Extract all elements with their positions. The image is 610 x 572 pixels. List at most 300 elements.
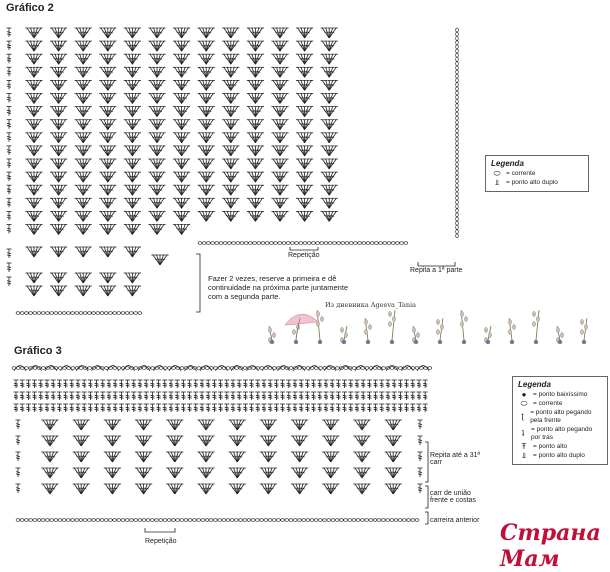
shell-stitch — [151, 255, 168, 265]
umbrella-icon — [285, 314, 318, 325]
post-stitch — [255, 392, 260, 400]
shell-stitch — [222, 94, 239, 104]
post-stitch — [94, 392, 99, 400]
post-stitch — [107, 380, 112, 388]
shell-stitch — [124, 211, 141, 221]
post-stitch — [361, 404, 366, 412]
willow-bud — [392, 316, 395, 321]
shell-stitch — [321, 133, 338, 143]
willow-bud — [556, 327, 559, 332]
post-stitch — [162, 404, 167, 412]
post-stitch — [286, 392, 291, 400]
shell-stitch — [271, 185, 288, 195]
legend-text: = ponto alto — [533, 443, 567, 451]
shell-stitch — [166, 468, 183, 478]
shell-stitch — [322, 484, 339, 494]
shell-stitch — [25, 225, 42, 235]
edge-stitch — [16, 436, 21, 445]
shell-stitch — [296, 198, 313, 208]
post-stitch — [113, 380, 118, 388]
shell-stitch — [148, 133, 165, 143]
post-stitch — [88, 392, 93, 400]
shell-stitch — [229, 484, 246, 494]
legend-item — [518, 443, 602, 451]
shell-stitch — [124, 273, 141, 283]
shell-stitch — [50, 198, 67, 208]
post-stitch — [336, 404, 341, 412]
legend-text: = ponto alto pegando por trás — [531, 426, 602, 442]
post-stitch — [324, 392, 329, 400]
shell-stitch — [75, 172, 92, 182]
shell-stitch — [291, 484, 308, 494]
arch-stitch — [76, 366, 88, 372]
shell-stitch — [353, 436, 370, 446]
shell-stitch — [291, 436, 308, 446]
willow-bud — [512, 324, 515, 329]
arch-stitch — [247, 366, 259, 372]
shell-stitch — [271, 120, 288, 130]
post-stitch — [280, 380, 285, 388]
post-stitch — [76, 392, 81, 400]
post-stitch — [417, 392, 422, 400]
slip-stitch-icon: ● — [518, 391, 530, 399]
post-stitch — [249, 392, 254, 400]
post-stitch — [119, 404, 124, 412]
berry — [294, 340, 298, 344]
shell-stitch — [198, 172, 215, 182]
post-stitch — [342, 392, 347, 400]
berry — [534, 340, 538, 344]
post-stitch — [423, 380, 428, 388]
shell-stitch — [271, 94, 288, 104]
willow-bud — [460, 321, 463, 326]
double-crochet-icon: Ŧ — [518, 443, 530, 451]
post-stitch — [293, 380, 298, 388]
shell-stitch — [247, 120, 264, 130]
shell-stitch — [25, 198, 42, 208]
post-stitch — [305, 404, 310, 412]
post-stitch — [379, 392, 384, 400]
post-stitch — [63, 404, 68, 412]
arch-stitch — [185, 366, 197, 372]
shell-stitch — [247, 54, 264, 64]
shell-stitch — [25, 80, 42, 90]
shell-stitch — [50, 28, 67, 38]
chain-row — [16, 312, 142, 315]
post-stitch — [88, 404, 93, 412]
shell-stitch — [99, 54, 116, 64]
shell-stitch — [75, 54, 92, 64]
post-stitch — [255, 380, 260, 388]
edge-stitch — [7, 263, 12, 272]
post-stitch — [373, 404, 378, 412]
post-stitch — [317, 404, 322, 412]
post-stitch — [212, 380, 217, 388]
back-post-dc-icon: ʇ — [518, 430, 528, 438]
shell-stitch — [296, 67, 313, 77]
repeat-bracket — [425, 442, 428, 482]
shell-stitch — [322, 420, 339, 430]
post-stitch — [20, 404, 25, 412]
shell-stitch — [148, 159, 165, 169]
post-stitch — [274, 404, 279, 412]
shell-stitch — [75, 286, 92, 296]
post-stitch — [76, 380, 81, 388]
shell-stitch — [353, 420, 370, 430]
post-stitch — [51, 392, 56, 400]
willow-bud — [532, 321, 535, 326]
berry — [414, 340, 418, 344]
previous-bracket — [425, 512, 428, 524]
post-stitch — [51, 404, 56, 412]
post-stitch — [187, 404, 192, 412]
post-stitch — [268, 404, 273, 412]
post-stitch — [32, 404, 37, 412]
shell-stitch — [385, 420, 402, 430]
post-stitch — [224, 392, 229, 400]
willow-bud — [320, 316, 323, 321]
chart3-side-note-repeat: Repita até a 31ª carr — [430, 452, 485, 466]
legend-item — [518, 391, 602, 399]
arch-stitch — [138, 366, 150, 372]
shell-stitch — [104, 468, 121, 478]
shell-stitch — [124, 107, 141, 117]
shell-stitch — [222, 107, 239, 117]
shell-stitch — [99, 67, 116, 77]
treble-crochet-icon: ⫫ — [518, 452, 530, 460]
post-stitch — [299, 380, 304, 388]
shell-stitch — [353, 452, 370, 462]
shell-stitch — [148, 172, 165, 182]
shell-stitch — [148, 107, 165, 117]
post-stitch — [417, 404, 422, 412]
shell-stitch — [385, 484, 402, 494]
berry — [558, 340, 562, 344]
post-stitch — [249, 404, 254, 412]
legend-text: = ponto baixíssimo — [533, 391, 587, 399]
post-stitch — [218, 392, 223, 400]
post-stitch — [342, 404, 347, 412]
legend-item — [491, 170, 583, 178]
shell-stitch — [198, 198, 215, 208]
post-stitch — [45, 404, 50, 412]
shell-stitch — [271, 133, 288, 143]
post-stitch — [138, 380, 143, 388]
shell-stitch — [197, 420, 214, 430]
post-stitch — [305, 380, 310, 388]
edge-stitch — [7, 146, 12, 155]
post-stitch — [119, 380, 124, 388]
post-stitch — [181, 404, 186, 412]
berry — [486, 340, 490, 344]
shell-stitch — [41, 452, 58, 462]
shell-stitch — [247, 159, 264, 169]
arch-stitch — [293, 366, 305, 372]
shell-stitch — [135, 468, 152, 478]
post-stitch — [200, 380, 205, 388]
post-stitch — [274, 392, 279, 400]
shell-stitch — [271, 28, 288, 38]
shell-stitch — [41, 436, 58, 446]
post-stitch — [138, 404, 143, 412]
shell-stitch — [50, 185, 67, 195]
post-stitch — [131, 380, 136, 388]
post-stitch — [286, 380, 291, 388]
shell-stitch — [197, 452, 214, 462]
post-stitch — [45, 392, 50, 400]
shell-stitch — [104, 420, 121, 430]
shell-stitch — [99, 133, 116, 143]
chart3-legend — [512, 376, 608, 465]
shell-stitch — [75, 41, 92, 51]
post-stitch — [14, 392, 19, 400]
post-stitch — [280, 392, 285, 400]
shell-stitch — [73, 484, 90, 494]
post-stitch — [175, 380, 180, 388]
shell-stitch — [296, 172, 313, 182]
shell-stitch — [321, 211, 338, 221]
shell-stitch — [173, 172, 190, 182]
post-stitch — [330, 380, 335, 388]
shell-stitch — [321, 146, 338, 156]
shell-stitch — [321, 67, 338, 77]
post-stitch — [125, 380, 130, 388]
post-stitch — [69, 404, 74, 412]
willow-bud — [560, 332, 563, 337]
shell-stitch — [247, 94, 264, 104]
shell-stitch — [50, 211, 67, 221]
shell-stitch — [198, 120, 215, 130]
post-stitch — [193, 380, 198, 388]
shell-stitch — [124, 94, 141, 104]
shell-stitch — [124, 67, 141, 77]
shell-stitch — [229, 452, 246, 462]
shell-stitch — [321, 120, 338, 130]
post-stitch — [131, 404, 136, 412]
shell-stitch — [260, 452, 277, 462]
shell-stitch — [291, 452, 308, 462]
post-stitch — [305, 392, 310, 400]
arch-stitch — [386, 366, 398, 372]
post-stitch — [317, 392, 322, 400]
shell-stitch — [75, 94, 92, 104]
shell-stitch — [50, 67, 67, 77]
shell-stitch — [124, 159, 141, 169]
post-stitch — [181, 380, 186, 388]
shell-stitch — [222, 120, 239, 130]
shell-stitch — [271, 80, 288, 90]
shell-stitch — [247, 67, 264, 77]
post-stitch — [386, 392, 391, 400]
willow-bud — [508, 329, 511, 334]
shell-stitch — [271, 159, 288, 169]
shell-stitch — [166, 484, 183, 494]
shell-stitch — [173, 120, 190, 130]
post-stitch — [367, 392, 372, 400]
post-stitch — [38, 404, 43, 412]
shell-stitch — [50, 54, 67, 64]
edge-stitch — [16, 484, 21, 493]
post-stitch — [274, 380, 279, 388]
willow-bud — [584, 324, 587, 329]
post-stitch — [26, 392, 31, 400]
arch-stitch — [402, 366, 414, 372]
post-stitch — [361, 380, 366, 388]
shell-stitch — [50, 225, 67, 235]
post-stitch — [156, 392, 161, 400]
legend-item — [518, 409, 602, 425]
shell-stitch — [322, 436, 339, 446]
shell-stitch — [296, 159, 313, 169]
post-stitch — [57, 404, 62, 412]
shell-stitch — [198, 211, 215, 221]
post-stitch — [175, 404, 180, 412]
arch-stitch — [371, 366, 383, 372]
shell-stitch — [25, 28, 42, 38]
shell-stitch — [197, 468, 214, 478]
edge-stitch — [7, 198, 12, 207]
willow-bud — [484, 327, 487, 332]
shell-stitch — [198, 28, 215, 38]
post-stitch — [45, 380, 50, 388]
post-stitch — [82, 392, 87, 400]
shell-stitch — [99, 185, 116, 195]
post-stitch — [63, 392, 68, 400]
post-stitch — [175, 392, 180, 400]
arch-stitch — [154, 366, 166, 372]
post-stitch — [379, 380, 384, 388]
arch-stitch — [30, 366, 42, 372]
shell-stitch — [173, 198, 190, 208]
chain-symbol-icon: ⬭ — [491, 170, 503, 178]
shell-stitch — [124, 247, 141, 257]
post-stitch — [57, 380, 62, 388]
shell-stitch — [50, 94, 67, 104]
shell-stitch — [75, 67, 92, 77]
shell-stitch — [148, 80, 165, 90]
shell-stitch — [271, 198, 288, 208]
shell-stitch — [99, 28, 116, 38]
arch-stitch — [45, 366, 57, 372]
post-stitch — [262, 404, 267, 412]
shell-stitch — [41, 484, 58, 494]
post-stitch — [243, 380, 248, 388]
post-stitch — [14, 404, 19, 412]
post-stitch — [193, 392, 198, 400]
post-stitch — [423, 392, 428, 400]
shell-stitch — [222, 41, 239, 51]
chart3-side-note-previous: carreira anterior — [430, 517, 479, 524]
shell-stitch — [321, 159, 338, 169]
shell-stitch — [99, 41, 116, 51]
post-stitch — [392, 404, 397, 412]
shell-stitch — [198, 67, 215, 77]
berry — [582, 340, 586, 344]
post-stitch — [324, 404, 329, 412]
post-stitch — [94, 380, 99, 388]
shell-stitch — [104, 436, 121, 446]
shell-stitch — [247, 211, 264, 221]
shell-stitch — [104, 452, 121, 462]
post-stitch — [107, 392, 112, 400]
post-stitch — [386, 380, 391, 388]
chart3-side-note-join: carr de união frente e costas — [430, 490, 490, 504]
shell-stitch — [25, 273, 42, 283]
shell-stitch — [321, 41, 338, 51]
shell-stitch — [99, 286, 116, 296]
chain-row — [12, 367, 432, 370]
post-stitch — [249, 380, 254, 388]
shell-stitch — [321, 198, 338, 208]
post-stitch — [410, 404, 415, 412]
post-stitch — [193, 404, 198, 412]
shell-stitch — [50, 41, 67, 51]
shell-stitch — [148, 94, 165, 104]
shell-stitch — [260, 436, 277, 446]
post-stitch — [125, 392, 130, 400]
shell-stitch — [173, 185, 190, 195]
edge-stitch — [7, 67, 12, 76]
post-stitch — [417, 380, 422, 388]
chart3-title: Gráfico 3 — [14, 345, 62, 357]
arch-stitch — [231, 366, 243, 372]
post-stitch — [107, 404, 112, 412]
shell-stitch — [166, 452, 183, 462]
shell-stitch — [99, 247, 116, 257]
shell-stitch — [50, 107, 67, 117]
shell-stitch — [75, 107, 92, 117]
post-stitch — [218, 380, 223, 388]
post-stitch — [100, 380, 105, 388]
shell-stitch — [291, 468, 308, 478]
post-stitch — [20, 392, 25, 400]
shell-stitch — [322, 468, 339, 478]
shell-stitch — [271, 107, 288, 117]
post-stitch — [286, 404, 291, 412]
shell-stitch — [75, 225, 92, 235]
repeat-bracket — [145, 528, 175, 532]
post-stitch — [150, 404, 155, 412]
shell-stitch — [247, 185, 264, 195]
edge-stitch — [418, 484, 423, 493]
shell-stitch — [271, 146, 288, 156]
shell-stitch — [25, 172, 42, 182]
shell-stitch — [173, 41, 190, 51]
post-stitch — [63, 380, 68, 388]
willow-bud — [340, 327, 343, 332]
post-stitch — [404, 392, 409, 400]
post-stitch — [144, 392, 149, 400]
post-stitch — [169, 404, 174, 412]
willow-bud — [460, 311, 463, 316]
willow-bud — [436, 329, 439, 334]
edge-stitch — [7, 107, 12, 116]
post-stitch — [348, 404, 353, 412]
shell-stitch — [222, 28, 239, 38]
edge-stitch — [16, 420, 21, 429]
post-stitch — [336, 392, 341, 400]
shell-stitch — [75, 211, 92, 221]
shell-stitch — [124, 185, 141, 195]
post-stitch — [268, 392, 273, 400]
willow-bud — [464, 316, 467, 321]
shell-stitch — [353, 484, 370, 494]
edge-stitch — [418, 468, 423, 477]
post-stitch — [237, 392, 242, 400]
shell-stitch — [296, 107, 313, 117]
post-stitch — [206, 404, 211, 412]
shell-stitch — [296, 54, 313, 64]
